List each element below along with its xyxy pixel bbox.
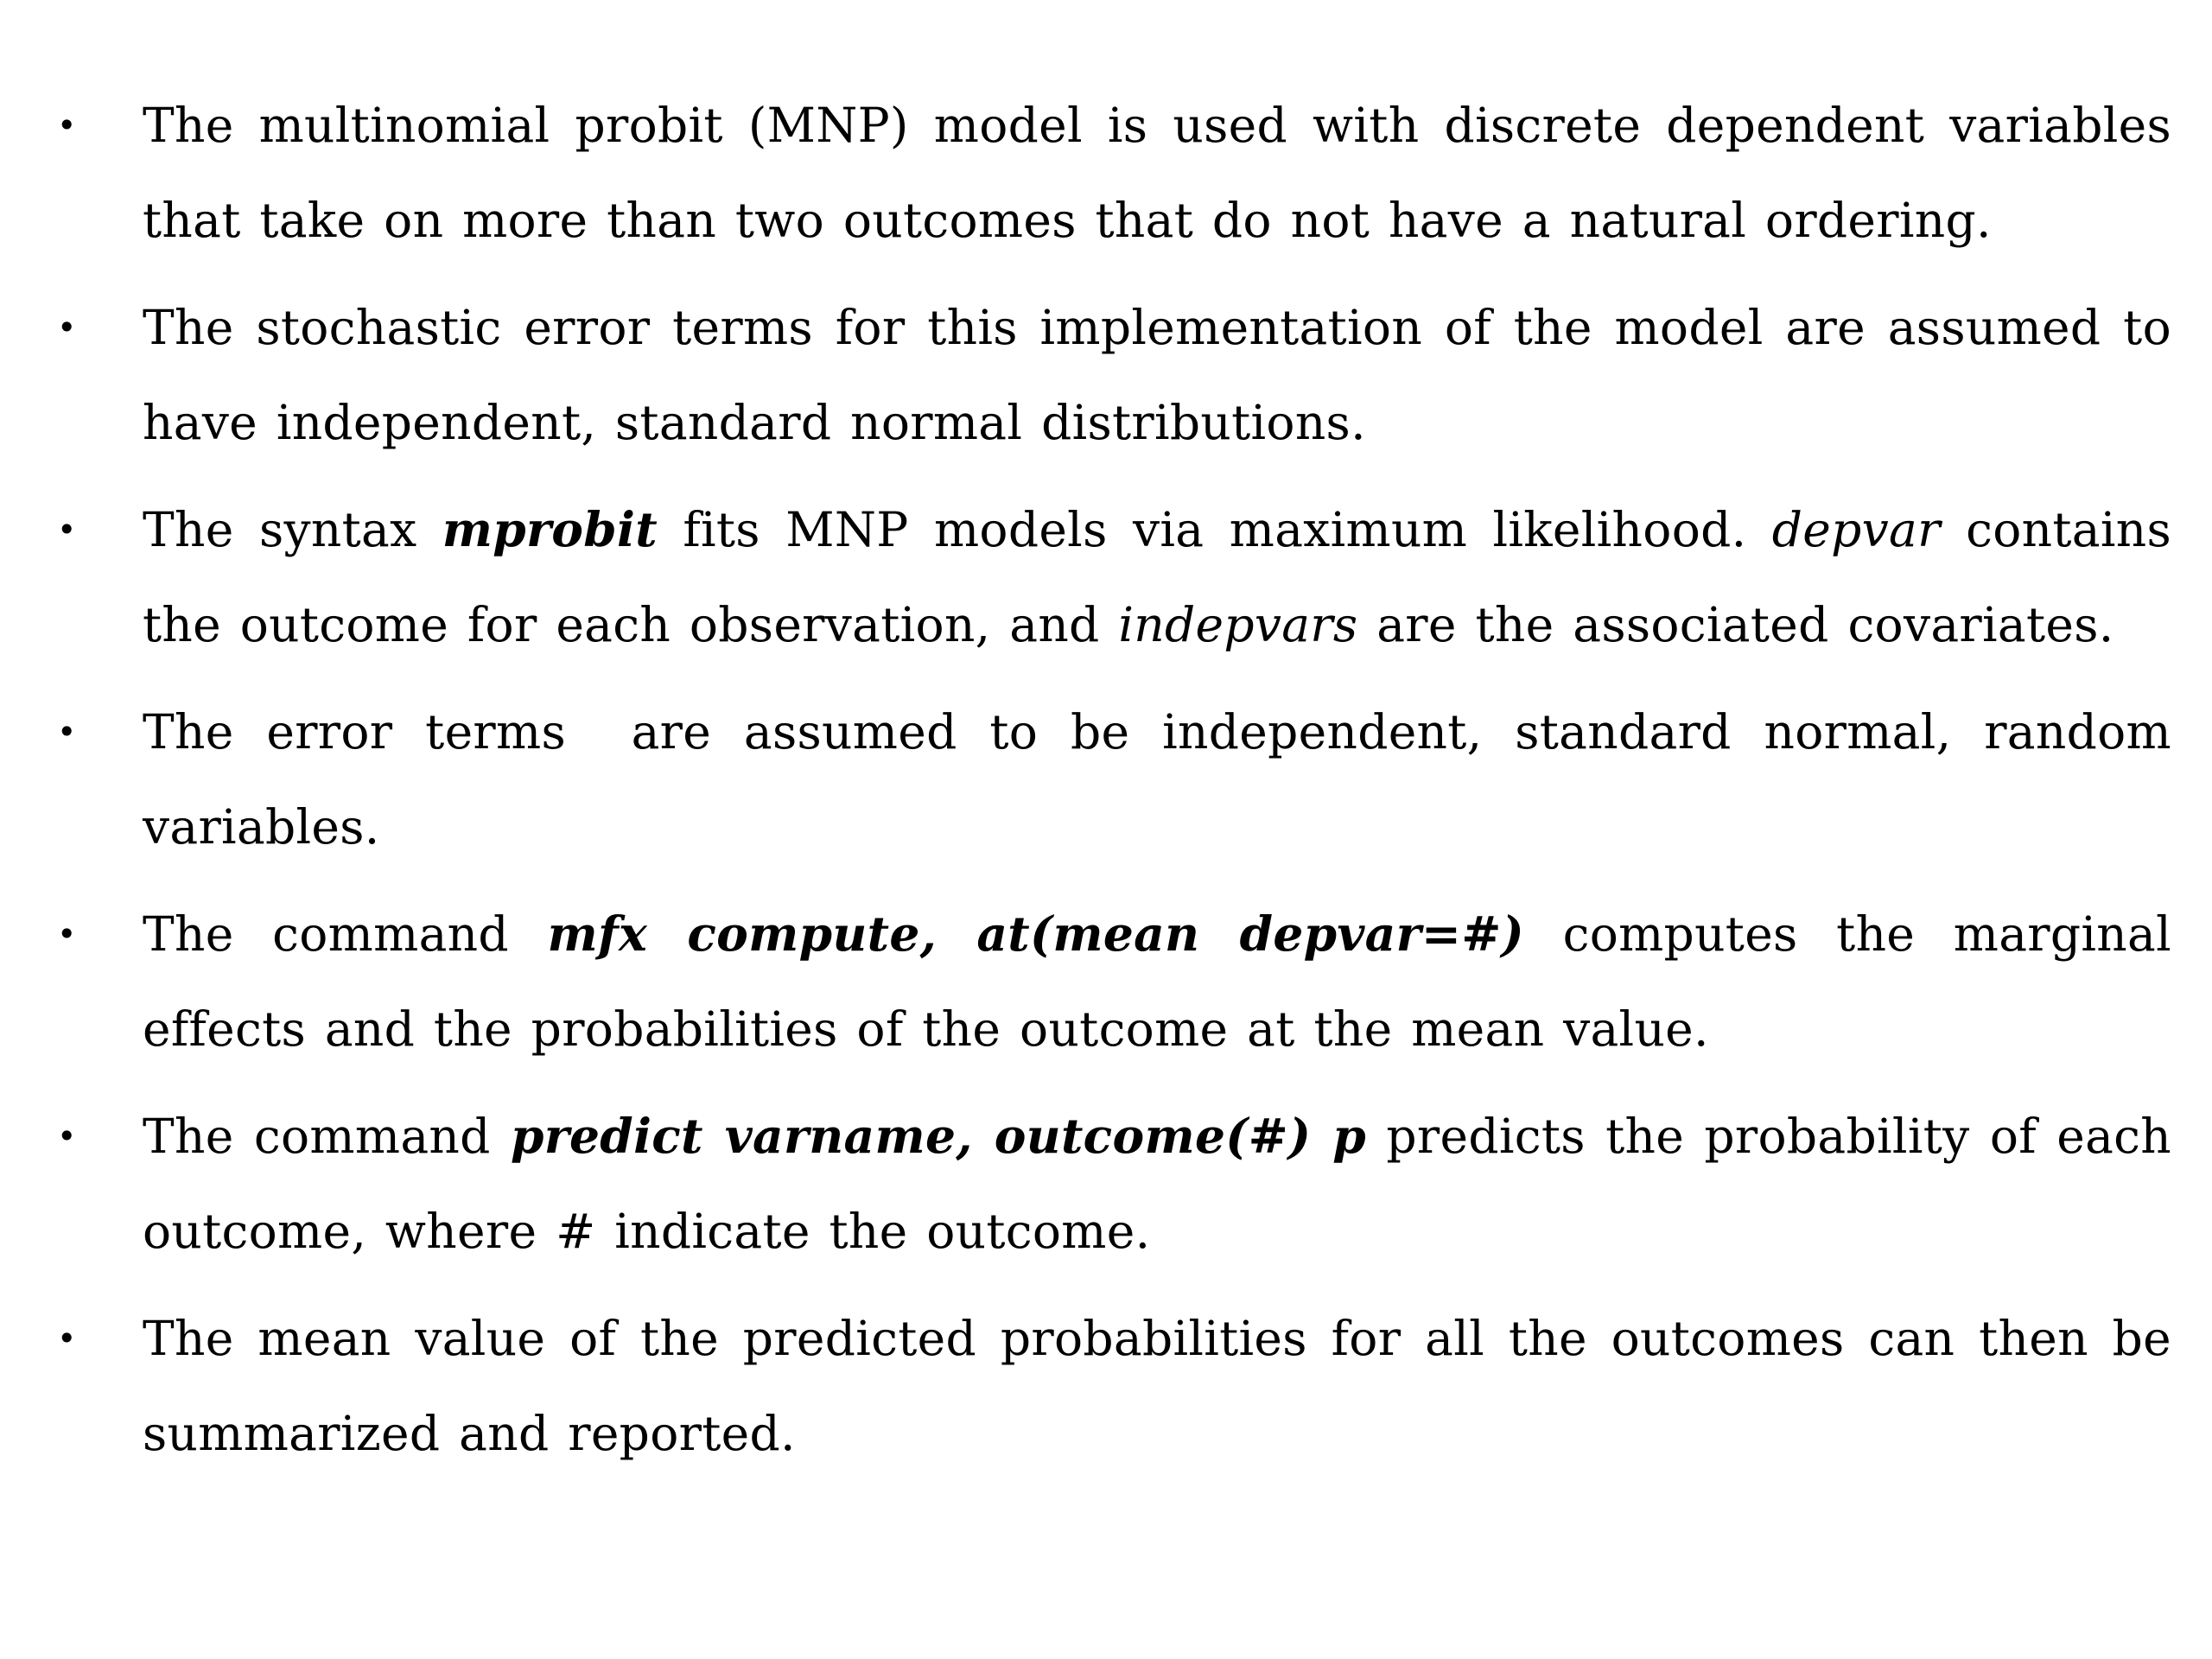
bullet-text: The stochastic error terms for this implementation of the model are assumed to have independent, standard normal distributions. (143, 300, 2171, 450)
stata-command: predict varname, outcome(#) p (510, 1108, 1367, 1164)
text-segment: The command (143, 906, 548, 962)
text-segment: The command (143, 1109, 511, 1164)
bullet-item-mfx-command (0, 887, 2212, 1077)
bullet-text (143, 1089, 2171, 1279)
bullet-item-mean-probabilities (0, 1291, 2212, 1481)
bullet-item-mprobit-syntax (0, 482, 2212, 672)
stata-command: mprobit (442, 501, 658, 557)
bullet-dot-icon: • (57, 308, 77, 346)
bullet-dot-icon: • (57, 1117, 77, 1155)
bullet-item-error-terms (0, 280, 2212, 470)
bullet-text: The multinomial probit (MNP) model is used with discrete dependent variables that take on more than two outcomes that do not have a natural ordering. (143, 98, 2171, 248)
bullet-item-error-assumption (0, 684, 2212, 874)
bullet-item-predict-command (0, 1089, 2212, 1279)
bullet-text: The mean value of the predicted probabilities for all the outcomes can then be summarized and reported. (143, 1311, 2171, 1461)
bullet-dot-icon: • (57, 713, 77, 751)
bullet-text (143, 482, 2171, 672)
text-segment: The syntax (143, 502, 442, 557)
bullet-text (143, 887, 2171, 1077)
bullet-dot-icon: • (57, 915, 77, 953)
variable-name: depvar (1771, 502, 1941, 557)
bullet-dot-icon: • (57, 1319, 77, 1357)
text-segment: fits MNP models via maximum likelihood. (657, 502, 1772, 557)
bullet-text: The error terms are assumed to be independent, standard normal, random variables. (143, 704, 2190, 855)
variable-name: indepvars (1118, 597, 1358, 652)
bullet-item-mnp-definition (0, 78, 2212, 268)
bullet-dot-icon: • (57, 106, 77, 144)
text-segment: contains the outcome for each observation, and (143, 502, 2171, 652)
bullet-list (0, 78, 2212, 1493)
text-segment: predicts the probability of each outcome, where # indicate the outcome. (143, 1109, 2171, 1259)
stata-command: mfx compute, at(mean depvar=#) (547, 906, 1524, 962)
text-segment: computes the marginal effects and the probabilities of the outcome at the mean value. (143, 906, 2171, 1057)
bullet-dot-icon: • (57, 511, 77, 549)
text-segment: are the associated covariates. (1357, 597, 2114, 652)
